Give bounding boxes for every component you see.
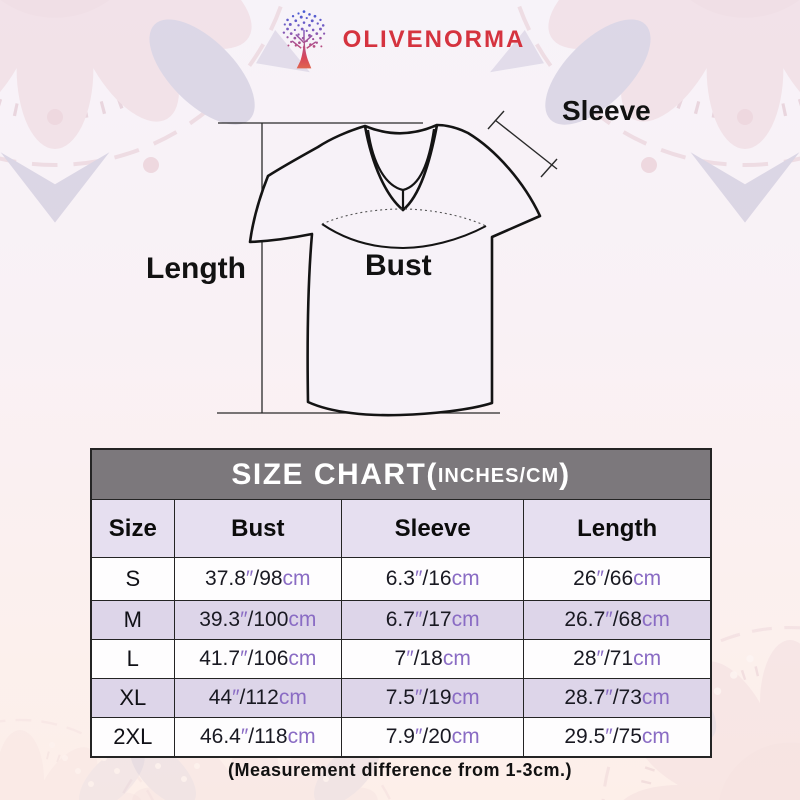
sleeve-cell: 6.3 ″ / 16 cm bbox=[341, 558, 523, 600]
size-chart-title bbox=[92, 450, 710, 499]
sleeve-cell: 6.7 ″ / 17 cm bbox=[341, 601, 523, 639]
size-cell: XL bbox=[119, 685, 147, 710]
length-cell: 28 ″ / 71 cm bbox=[523, 640, 710, 678]
bust-cell: 44 ″ / 112 cm bbox=[174, 679, 341, 717]
title-main: SIZE CHART( bbox=[231, 457, 438, 491]
bust-cell: 37.8 ″ / 98 cm bbox=[174, 558, 341, 600]
title-sub: INCHES/CM bbox=[437, 465, 560, 487]
size-row-s bbox=[92, 557, 710, 600]
length-cell: 26.7 ″ / 68 cm bbox=[523, 601, 710, 639]
brand-name: OLIVENORMA bbox=[342, 26, 526, 53]
size-chart-table bbox=[90, 448, 712, 758]
title-close: ) bbox=[559, 457, 571, 491]
column-header-sleeve: Sleeve bbox=[341, 500, 523, 557]
measurement-note: (Measurement difference from 1-3cm.) bbox=[227, 760, 573, 780]
column-header-bust: Bust bbox=[174, 500, 341, 557]
bust-cell: 39.3 ″ / 100 cm bbox=[174, 601, 341, 639]
length-cell: 29.5 ″ / 75 cm bbox=[523, 718, 710, 756]
sleeve-cell: 7.9 ″ / 20 cm bbox=[341, 718, 523, 756]
size-cell: L bbox=[126, 646, 139, 671]
size-row-xl bbox=[92, 678, 710, 717]
size-row-m bbox=[92, 600, 710, 639]
size-cell: S bbox=[125, 566, 141, 591]
bust-cell: 41.7 ″ / 106 cm bbox=[174, 640, 341, 678]
size-cell: 2XL bbox=[113, 724, 153, 749]
column-header-size: Size bbox=[108, 514, 157, 542]
length-label: Length bbox=[146, 252, 246, 285]
length-cell: 26 ″ / 66 cm bbox=[523, 558, 710, 600]
size-cell: M bbox=[123, 607, 142, 632]
size-row-2xl bbox=[92, 717, 710, 756]
bust-label: Bust bbox=[365, 249, 432, 282]
sleeve-label: Sleeve bbox=[562, 95, 651, 126]
bust-cell: 46.4 ″ / 118 cm bbox=[174, 718, 341, 756]
column-header-row bbox=[92, 499, 710, 557]
column-header-length: Length bbox=[523, 500, 710, 557]
length-cell: 28.7 ″ / 73 cm bbox=[523, 679, 710, 717]
sleeve-cell: 7.5 ″ / 19 cm bbox=[341, 679, 523, 717]
size-row-l bbox=[92, 639, 710, 678]
sleeve-cell: 7 ″ / 18 cm bbox=[341, 640, 523, 678]
